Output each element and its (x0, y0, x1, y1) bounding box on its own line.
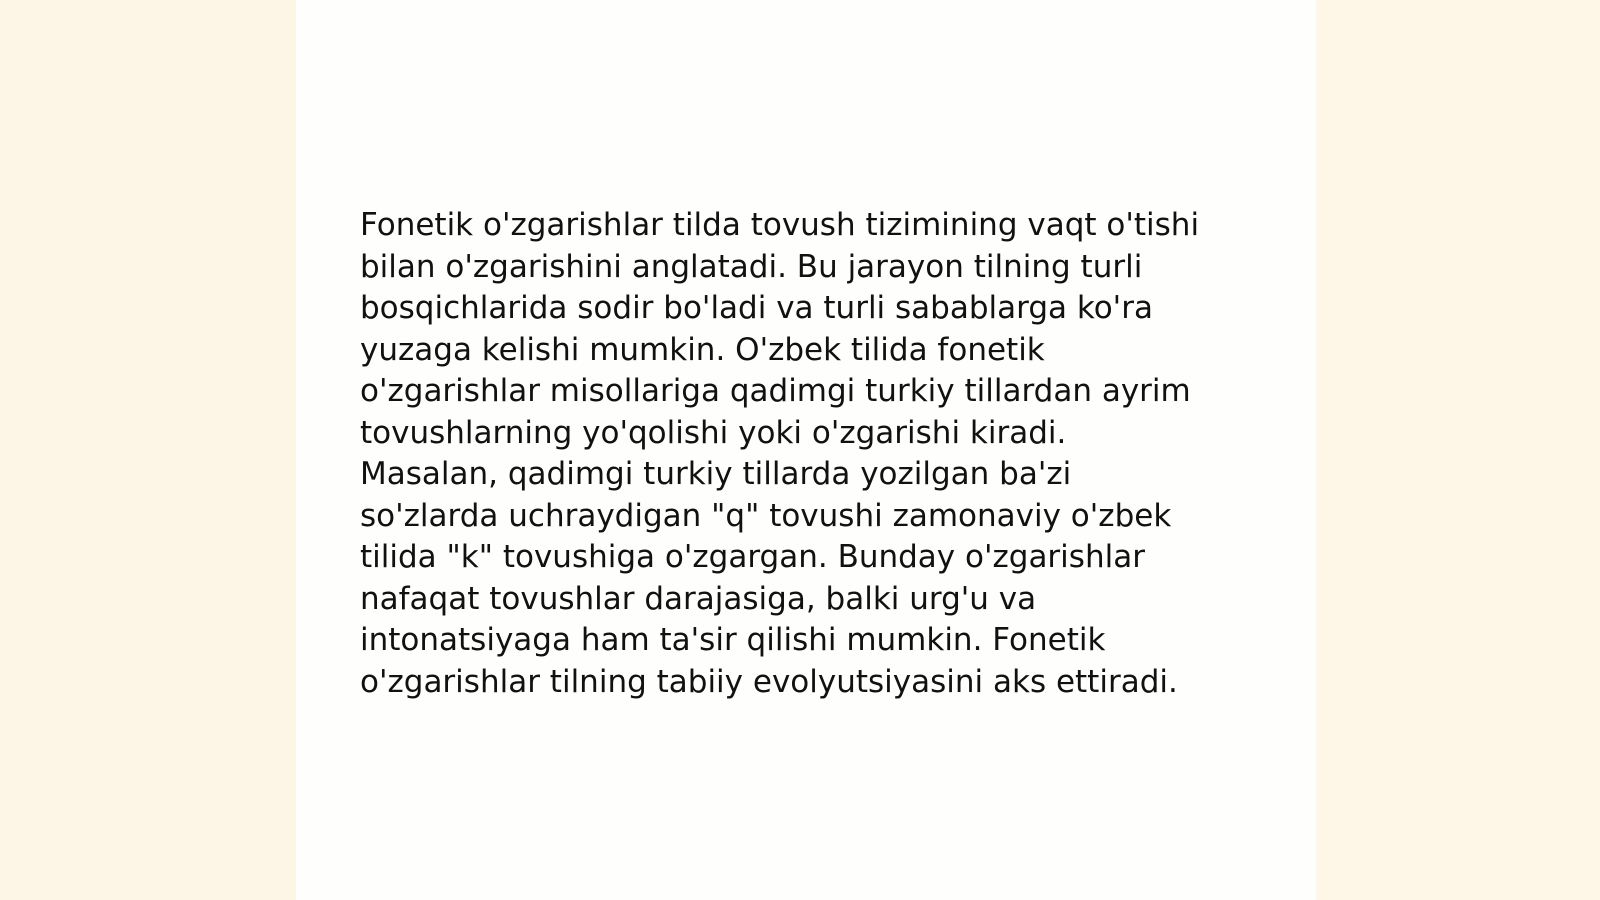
paragraph-line: bilan o'zgarishini anglatadi. Bu jarayon tilning turli (360, 248, 1143, 285)
paragraph-line: o'zgarishlar misollariga qadimgi turkiy tillardan ayrim (360, 373, 1191, 409)
paragraph-line: bosqichlarida sodir bo'ladi va turli sabablarga ko'ra (360, 290, 1153, 326)
paragraph-line: Masalan, qadimgi turkiy tillarda yozilgan ba'zi (360, 456, 1072, 492)
paragraph (360, 205, 1260, 703)
paragraph-line: so'zlarda uchraydigan "q" tovushi zamonaviy o'zbek (360, 497, 1172, 534)
paragraph-line: intonatsiyaga ham ta'sir qilishi mumkin. Fonetik (360, 622, 1106, 658)
paragraph-line: o'zgarishlar tilning tabiiy evolyutsiyasini aks ettiradi. (360, 663, 1178, 700)
paragraph-line: Fonetik o'zgarishlar tilda tovush tizimining vaqt o'tishi (360, 207, 1200, 243)
right-margin-background (1316, 0, 1600, 900)
paragraph-line: tilida "k" tovushiga o'zgargan. Bunday o'zgarishlar (360, 539, 1145, 575)
paragraph-line: tovushlarning yo'qolishi yoki o'zgarishi kiradi. (360, 414, 1067, 451)
paragraph-line: yuzaga kelishi mumkin. O'zbek tilida fonetik (360, 331, 1045, 368)
paragraph-line: nafaqat tovushlar darajasiga, balki urg'u va (360, 580, 1037, 617)
